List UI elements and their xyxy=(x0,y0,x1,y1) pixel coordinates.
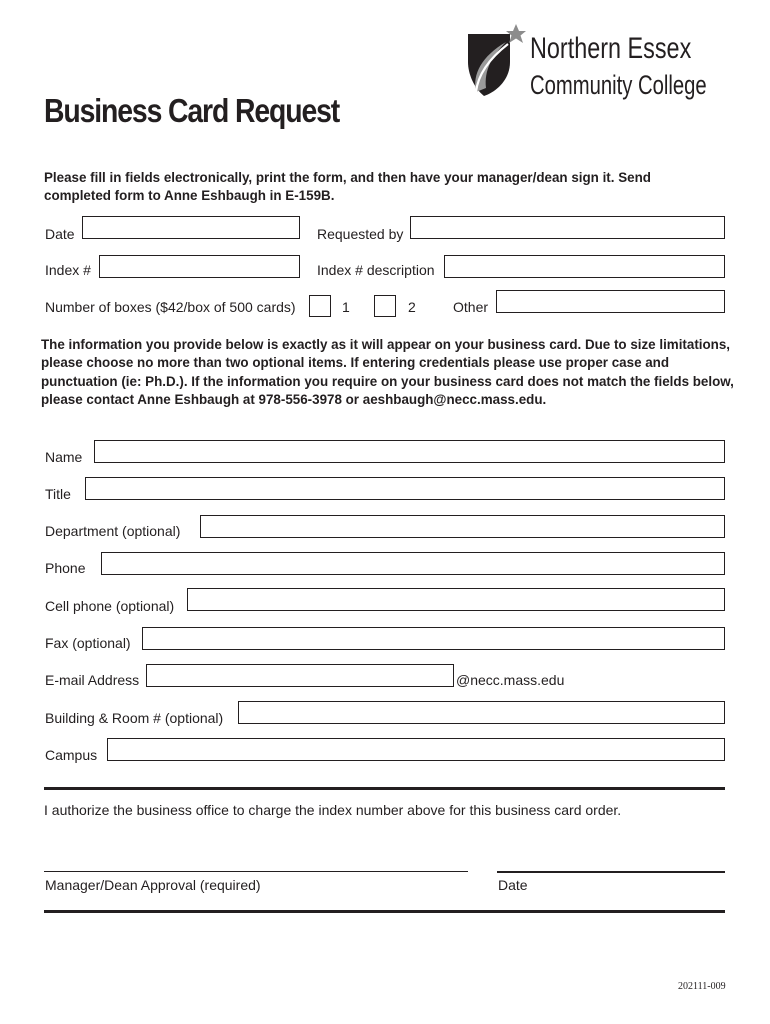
signature-date-label: Date xyxy=(498,877,528,893)
info-text: The information you provide below is exactly as it will appear on your business card. Due to size limitations, please choose no more than two optional items. If entering credentials please use proper case and punctuation (ie: Ph.D.). If the information you require on your business card does not match the fields below, please contact Anne Eshbaugh at 978-556-3978 or aeshbaugh@necc.mass.edu. xyxy=(41,337,734,407)
building-room-field[interactable] xyxy=(238,701,725,724)
department-label: Department (optional) xyxy=(45,523,181,539)
cell-phone-label: Cell phone (optional) xyxy=(45,598,175,614)
approval-signature-line[interactable] xyxy=(44,871,468,872)
section-divider-bottom xyxy=(44,910,725,913)
fax-label: Fax (optional) xyxy=(45,635,131,651)
intro-text: Please fill in fields electronically, print the form, and then have your manager/dean sign it. Send completed form to Anne Eshbaugh in E-159B. xyxy=(44,170,651,204)
index-description-field[interactable] xyxy=(444,255,725,278)
name-field[interactable] xyxy=(94,440,725,463)
date-label: Date xyxy=(45,226,75,242)
boxes-label: Number of boxes ($42/box of 500 cards) xyxy=(45,299,296,315)
campus-label: Campus xyxy=(45,747,98,763)
email-domain: @necc.mass.edu xyxy=(456,672,565,688)
boxes-2-checkbox[interactable] xyxy=(374,295,396,317)
index-description-label: Index # description xyxy=(317,262,435,278)
boxes-1-label: 1 xyxy=(342,299,350,315)
phone-field[interactable] xyxy=(101,552,725,575)
title-label: Title xyxy=(45,486,71,502)
email-field[interactable] xyxy=(146,664,454,687)
campus-field[interactable] xyxy=(107,738,725,761)
authorization-text: I authorize the business office to charge the index number above for this business card order. xyxy=(44,802,622,818)
logo-line-1: Northern Essex xyxy=(530,32,692,65)
logo-line-2: Community College xyxy=(530,70,707,100)
section-divider-top xyxy=(44,787,725,790)
name-label: Name xyxy=(45,449,83,465)
department-field[interactable] xyxy=(200,515,725,538)
building-room-label: Building & Room # (optional) xyxy=(45,710,224,726)
title-field[interactable] xyxy=(85,477,725,500)
page-title: Business Card Request xyxy=(44,92,340,129)
approval-label: Manager/Dean Approval (required) xyxy=(45,877,261,893)
fax-field[interactable] xyxy=(142,627,725,650)
boxes-1-checkbox[interactable] xyxy=(309,295,331,317)
requested-by-label: Requested by xyxy=(317,226,404,242)
shield-star-icon xyxy=(462,22,530,102)
phone-label: Phone xyxy=(45,560,86,576)
index-field[interactable] xyxy=(99,255,300,278)
boxes-2-label: 2 xyxy=(408,299,416,315)
college-logo xyxy=(462,22,732,102)
boxes-other-label: Other xyxy=(453,299,489,315)
index-label: Index # xyxy=(45,262,91,278)
boxes-other-field[interactable] xyxy=(496,290,725,313)
signature-date-line[interactable] xyxy=(497,871,725,873)
form-number: 202111-009 xyxy=(678,981,726,992)
date-field[interactable] xyxy=(82,216,300,239)
email-label: E-mail Address xyxy=(45,672,140,688)
cell-phone-field[interactable] xyxy=(187,588,725,611)
requested-by-field[interactable] xyxy=(410,216,725,239)
